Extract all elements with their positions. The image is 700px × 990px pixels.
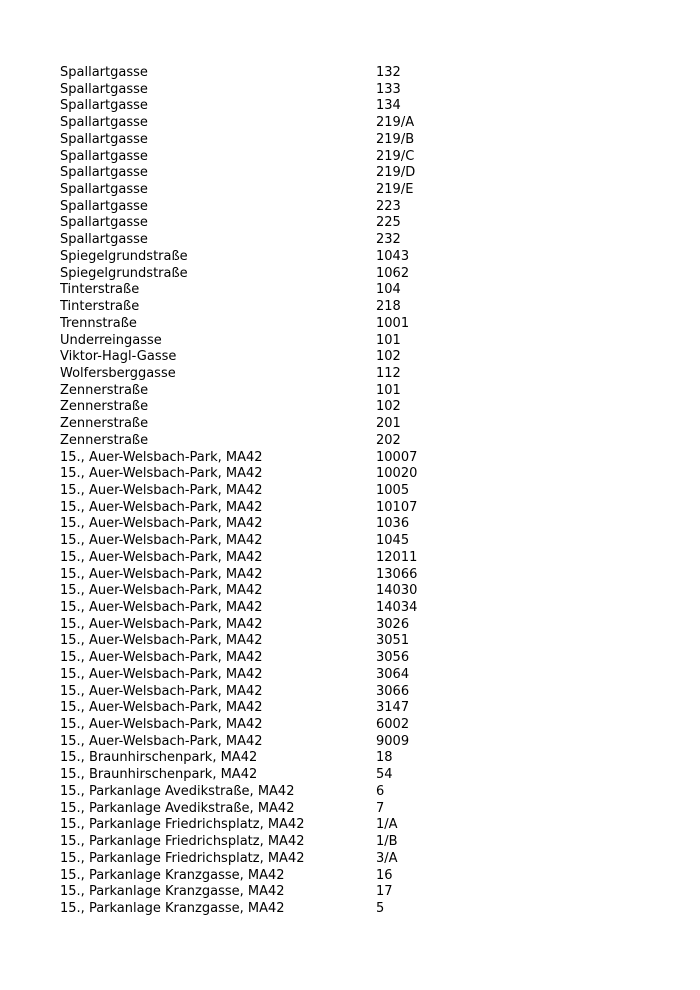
location-name: Spallartgasse — [60, 131, 148, 147]
location-number: 102 — [376, 399, 401, 415]
list-row — [60, 115, 660, 132]
location-name: Spallartgasse — [60, 81, 148, 97]
list-row — [60, 249, 660, 266]
location-name: 15., Auer-Welsbach-Park, MA42 — [60, 583, 263, 599]
location-number: 7 — [376, 800, 385, 816]
list-row — [60, 500, 660, 517]
location-name: Viktor-Hagl-Gasse — [60, 349, 177, 365]
location-number: 10107 — [376, 499, 418, 515]
location-number: 9009 — [376, 733, 410, 749]
list-row — [60, 784, 660, 801]
location-number: 219/E — [376, 182, 414, 198]
location-name: Spallartgasse — [60, 232, 148, 248]
location-number: 219/A — [376, 115, 415, 131]
list-row — [60, 516, 660, 533]
location-number: 3064 — [376, 666, 410, 682]
location-number: 225 — [376, 215, 401, 231]
location-name: Spallartgasse — [60, 65, 148, 80]
location-number: 223 — [376, 198, 401, 214]
location-name: 15., Braunhirschenpark, MA42 — [60, 750, 258, 766]
location-number: 101 — [376, 332, 401, 348]
location-number: 112 — [376, 365, 401, 381]
location-number: 3147 — [376, 700, 410, 716]
location-name: 15., Parkanlage Friedrichsplatz, MA42 — [60, 834, 305, 850]
location-name: Spallartgasse — [60, 165, 148, 181]
location-name: Spallartgasse — [60, 98, 148, 114]
list-row — [60, 868, 660, 885]
list-row — [60, 132, 660, 149]
list-row — [60, 165, 660, 182]
location-number: 104 — [376, 282, 401, 298]
location-name: Wolfersberggasse — [60, 365, 176, 381]
location-number: 3066 — [376, 683, 410, 699]
list-row — [60, 734, 660, 751]
list-row — [60, 667, 660, 684]
list-row — [60, 82, 660, 99]
location-name: 15., Parkanlage Friedrichsplatz, MA42 — [60, 850, 305, 866]
location-name: Spallartgasse — [60, 115, 148, 131]
location-name: Spallartgasse — [60, 182, 148, 198]
location-number: 1/B — [376, 834, 398, 850]
location-name: 15., Auer-Welsbach-Park, MA42 — [60, 449, 263, 465]
location-name: Spallartgasse — [60, 148, 148, 164]
list-row — [60, 767, 660, 784]
list-row — [60, 199, 660, 216]
location-number: 1001 — [376, 315, 410, 331]
location-number: 13066 — [376, 566, 418, 582]
list-row — [60, 466, 660, 483]
location-number: 232 — [376, 232, 401, 248]
location-name: 15., Auer-Welsbach-Park, MA42 — [60, 499, 263, 515]
list-row — [60, 316, 660, 333]
location-number: 1/A — [376, 817, 398, 833]
location-number: 6002 — [376, 717, 410, 733]
location-name: Spallartgasse — [60, 215, 148, 231]
list-row — [60, 550, 660, 567]
location-number: 101 — [376, 382, 401, 398]
location-number: 219/C — [376, 148, 415, 164]
list-row — [60, 215, 660, 232]
location-number: 3026 — [376, 616, 410, 632]
location-name: 15., Auer-Welsbach-Park, MA42 — [60, 700, 263, 716]
list-row — [60, 817, 660, 834]
location-number: 17 — [376, 884, 393, 900]
location-number: 133 — [376, 81, 401, 97]
location-name: 15., Auer-Welsbach-Park, MA42 — [60, 733, 263, 749]
location-number: 3/A — [376, 850, 398, 866]
list-row — [60, 383, 660, 400]
location-number: 14034 — [376, 600, 418, 615]
list-row — [60, 433, 660, 450]
list-row — [60, 851, 660, 868]
location-name: 15., Auer-Welsbach-Park, MA42 — [60, 549, 263, 565]
location-name: Zennerstraße — [60, 399, 149, 415]
location-name: 15., Auer-Welsbach-Park, MA42 — [60, 482, 263, 498]
location-name: 15., Braunhirschenpark, MA42 — [60, 767, 258, 783]
location-number: 10007 — [376, 449, 418, 465]
location-name: 15., Auer-Welsbach-Park, MA42 — [60, 616, 263, 632]
location-name: Spallartgasse — [60, 198, 148, 214]
location-name: 15., Auer-Welsbach-Park, MA42 — [60, 566, 263, 582]
list-row — [60, 600, 660, 617]
list-row — [60, 333, 660, 350]
list-row — [60, 533, 660, 550]
location-name: Spiegelgrundstraße — [60, 265, 188, 281]
list-row — [60, 650, 660, 667]
location-number: 16 — [376, 867, 393, 883]
list-row — [60, 232, 660, 249]
list-row — [60, 717, 660, 734]
location-name: Tinterstraße — [60, 282, 140, 298]
location-name: 15., Auer-Welsbach-Park, MA42 — [60, 533, 263, 549]
list-row — [60, 567, 660, 584]
location-name: 15., Auer-Welsbach-Park, MA42 — [60, 516, 263, 532]
location-name: 15., Auer-Welsbach-Park, MA42 — [60, 600, 263, 615]
location-name: 15., Auer-Welsbach-Park, MA42 — [60, 666, 263, 682]
list-row — [60, 801, 660, 818]
location-name: 15., Auer-Welsbach-Park, MA42 — [60, 633, 263, 649]
list-row — [60, 700, 660, 717]
list-row — [60, 149, 660, 166]
location-name: Spiegelgrundstraße — [60, 248, 188, 264]
list-row — [60, 633, 660, 650]
location-number: 1045 — [376, 533, 410, 549]
location-number: 1036 — [376, 516, 410, 532]
location-number: 10020 — [376, 466, 418, 482]
list-row — [60, 450, 660, 467]
list-row — [60, 684, 660, 701]
location-name: 15., Parkanlage Kranzgasse, MA42 — [60, 867, 285, 883]
location-number: 132 — [376, 65, 401, 80]
location-number: 14030 — [376, 583, 418, 599]
location-number: 102 — [376, 349, 401, 365]
location-number: 3056 — [376, 650, 410, 666]
location-name: 15., Parkanlage Avedikstraße, MA42 — [60, 783, 295, 799]
location-name: 15., Auer-Welsbach-Park, MA42 — [60, 717, 263, 733]
list-row — [60, 416, 660, 433]
location-name: Zennerstraße — [60, 416, 149, 432]
list-row — [60, 884, 660, 901]
address-list — [60, 65, 660, 918]
location-number: 219/D — [376, 165, 416, 181]
location-number: 134 — [376, 98, 401, 114]
list-row — [60, 834, 660, 851]
location-number: 201 — [376, 416, 401, 432]
location-name: Tinterstraße — [60, 299, 140, 315]
location-name: Underreingasse — [60, 332, 162, 348]
location-name: 15., Parkanlage Kranzgasse, MA42 — [60, 900, 285, 916]
location-number: 1043 — [376, 248, 410, 264]
list-row — [60, 349, 660, 366]
location-number: 3051 — [376, 633, 410, 649]
location-name: 15., Auer-Welsbach-Park, MA42 — [60, 650, 263, 666]
location-name: Zennerstraße — [60, 432, 149, 448]
list-row — [60, 750, 660, 767]
location-name: 15., Auer-Welsbach-Park, MA42 — [60, 683, 263, 699]
location-name: 15., Auer-Welsbach-Park, MA42 — [60, 466, 263, 482]
list-row — [60, 282, 660, 299]
list-row — [60, 901, 660, 918]
list-row — [60, 65, 660, 82]
list-row — [60, 299, 660, 316]
list-row — [60, 266, 660, 283]
location-number: 5 — [376, 900, 385, 916]
location-number: 1005 — [376, 482, 410, 498]
location-number: 1062 — [376, 265, 410, 281]
location-number: 202 — [376, 432, 401, 448]
list-row — [60, 182, 660, 199]
location-number: 12011 — [376, 549, 418, 565]
location-name: 15., Parkanlage Friedrichsplatz, MA42 — [60, 817, 305, 833]
location-name: 15., Parkanlage Avedikstraße, MA42 — [60, 800, 295, 816]
location-number: 219/B — [376, 131, 415, 147]
location-name: Trennstraße — [60, 315, 137, 331]
location-name: 15., Parkanlage Kranzgasse, MA42 — [60, 884, 285, 900]
list-row — [60, 583, 660, 600]
list-row — [60, 399, 660, 416]
location-number: 18 — [376, 750, 393, 766]
location-name: Zennerstraße — [60, 382, 149, 398]
list-row — [60, 366, 660, 383]
list-row — [60, 617, 660, 634]
list-row — [60, 98, 660, 115]
location-number: 6 — [376, 783, 385, 799]
location-number: 54 — [376, 767, 393, 783]
list-row — [60, 483, 660, 500]
location-number: 218 — [376, 299, 401, 315]
